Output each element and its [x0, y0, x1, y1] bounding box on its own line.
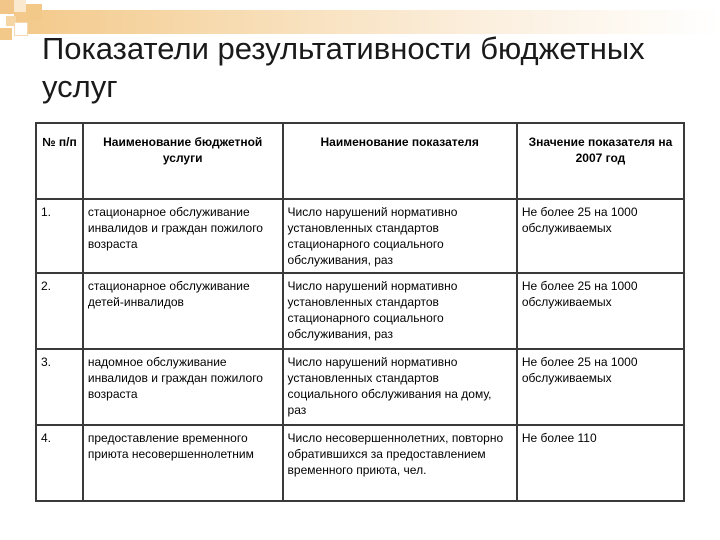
cell-value: Не более 25 на 1000 обслуживаемых [517, 273, 684, 349]
deco-square [14, 0, 26, 12]
cell-indicator: Число нарушений нормативно установленных стандартов стационарного социального обслуживания, раз [283, 273, 517, 349]
cell-indicator: Число нарушений нормативно установленных стандартов социального обслуживания на дому, раз [283, 349, 517, 425]
cell-service: стационарное обслуживание детей-инвалидов [83, 273, 283, 349]
deco-square [14, 22, 28, 36]
table-row [36, 199, 684, 273]
header-service: Наименование бюджетной услуги [83, 123, 283, 199]
table-row [36, 273, 684, 349]
deco-square [0, 0, 14, 14]
header-value: Значение показателя на 2007 год [517, 123, 684, 199]
performance-table [35, 122, 685, 502]
table-row [36, 349, 684, 425]
slide-title: Показатели результативности бюджетных услуг [42, 31, 645, 104]
cell-service: предоставление временного приюта несовершеннолетним [83, 425, 283, 501]
deco-square [26, 4, 42, 20]
cell-number: 3. [36, 349, 83, 425]
cell-number: 2. [36, 273, 83, 349]
deco-square [0, 28, 12, 40]
cell-indicator: Число нарушений нормативно установленных стандартов стационарного социального обслуживания, раз [283, 199, 517, 273]
cell-value: Не более 25 на 1000 обслуживаемых [517, 199, 684, 273]
header-number: № п/п [36, 123, 83, 199]
header-indicator: Наименование показателя [283, 123, 517, 199]
cell-number: 1. [36, 199, 83, 273]
cell-value: Не более 25 на 1000 обслуживаемых [517, 349, 684, 425]
cell-number: 4. [36, 425, 83, 501]
cell-value: Не более 110 [517, 425, 684, 501]
table-header-row [36, 123, 684, 199]
cell-indicator: Число несовершеннолетних, повторно обратившихся за предоставлением временного приюта, чел. [283, 425, 517, 501]
cell-service: надомное обслуживание инвалидов и граждан пожилого возраста [83, 349, 283, 425]
cell-service: стационарное обслуживание инвалидов и граждан пожилого возраста [83, 199, 283, 273]
table-row [36, 425, 684, 501]
